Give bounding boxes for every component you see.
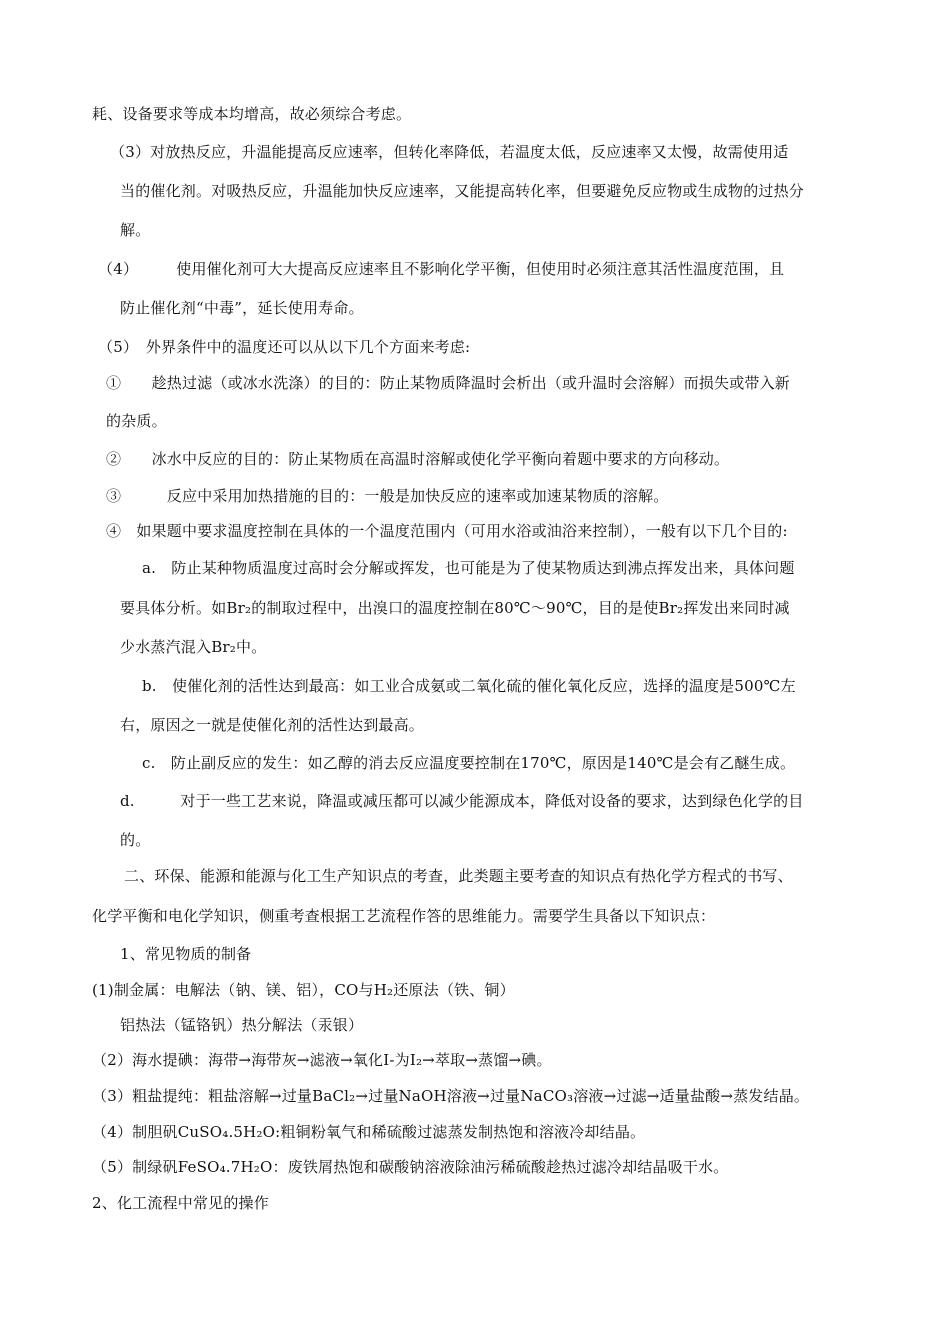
text-line: （4）制胆矾CuSO₄.5H₂O:粗铜粉氧气和稀硫酸过滤蒸发制热饱和溶液冷却结晶。 — [92, 1123, 646, 1141]
text-line: 右，原因之一就是使催化剂的活性达到最高。 — [120, 716, 425, 734]
text-line: 化学平衡和电化学知识，侧重考查根据工艺流程作答的思维能力。需要学生具备以下知识点： — [92, 907, 716, 925]
text-line: 解。 — [120, 221, 151, 239]
text-line: 二、环保、能源和能源与化工生产知识点的考查，此类题主要考查的知识点有热化学方程式的书写、 — [124, 867, 793, 885]
text-line: (1)制金属：电解法（钠、镁、铝），CO与H₂还原法（铁、铜） — [92, 981, 515, 999]
text-line: ② 冰水中反应的目的：防止某物质在高温时溶解或使化学平衡向着题中要求的方向移动。 — [106, 450, 730, 468]
text-line: 1、常见物质的制备 — [120, 945, 252, 963]
text-line: （5）制绿矾FeSO₄.7H₂O：废铁屑热饱和碳酸钠溶液除油污稀硫酸趁热过滤冷却结晶吸干水。 — [92, 1158, 729, 1176]
text-line: c. 防止副反应的发生：如乙醇的消去反应温度要控制在170℃，原因是140℃是会有乙醚生成。 — [142, 754, 796, 772]
text-line: b. 使催化剂的活性达到最高：如工业合成氨或二氧化硫的催化氧化反应，选择的温度是500℃左 — [142, 677, 796, 695]
text-line: a. 防止某种物质温度过高时会分解或挥发，也可能是为了使某物质达到沸点挥发出来，具体问题 — [142, 559, 795, 577]
text-line: ③ 反应中采用加热措施的目的：一般是加快反应的速率或加速某物质的溶解。 — [106, 487, 669, 505]
text-line: （5） 外界条件中的温度还可以从以下几个方面来考虑: — [98, 338, 471, 356]
text-line: 2、化工流程中常见的操作 — [92, 1194, 269, 1212]
text-line: 少水蒸汽混入Br₂中。 — [120, 638, 267, 656]
text-line: ④ 如果题中要求温度控制在具体的一个温度范围内（可用水浴或油浴来控制），一般有以下几个目的: — [106, 522, 788, 540]
text-line: 防止催化剂“中毒”，延长使用寿命。 — [120, 299, 364, 317]
text-line: （4） 使用催化剂可大大提高反应速率且不影响化学平衡，但使用时必须注意其活性温度范围，且 — [98, 260, 785, 278]
text-line: （3）粗盐提纯：粗盐溶解→过量BaCl₂→过量NaOH溶液→过量NaCO₃溶液→过滤→适量盐酸→蒸发结晶。 — [92, 1087, 810, 1105]
text-line: 的杂质。 — [106, 412, 167, 430]
text-line: 要具体分析。如Br₂的制取过程中，出溴口的温度控制在80℃～90℃，目的是使Br₂挥发出来同时减 — [120, 599, 790, 617]
text-line: （3）对放热反应，升温能提高反应速率，但转化率降低，若温度太低，反应速率又太慢，故需使用适 — [110, 143, 789, 161]
text-line: 当的催化剂。对吸热反应，升温能加快反应速率，又能提高转化率，但要避免反应物或生成物的过热分 — [120, 182, 805, 200]
text-line: d. 对于一些工艺来说，降温或减压都可以减少能源成本，降低对设备的要求，达到绿色化学的目 — [120, 792, 804, 810]
text-line: 铝热法（锰铬钒）热分解法（汞银） — [120, 1016, 364, 1034]
text-line: ① 趁热过滤（或冰水洗涤）的目的：防止某物质降温时会析出（或升温时会溶解）而损失或带入新 — [106, 374, 791, 392]
text-line: 的。 — [120, 831, 151, 849]
text-line: 耗、设备要求等成本均增高，故必须综合考虑。 — [92, 105, 412, 123]
text-line: （2）海水提碘：海带→海带灰→滤液→氧化I-为I₂→萃取→蒸馏→碘。 — [92, 1051, 552, 1069]
